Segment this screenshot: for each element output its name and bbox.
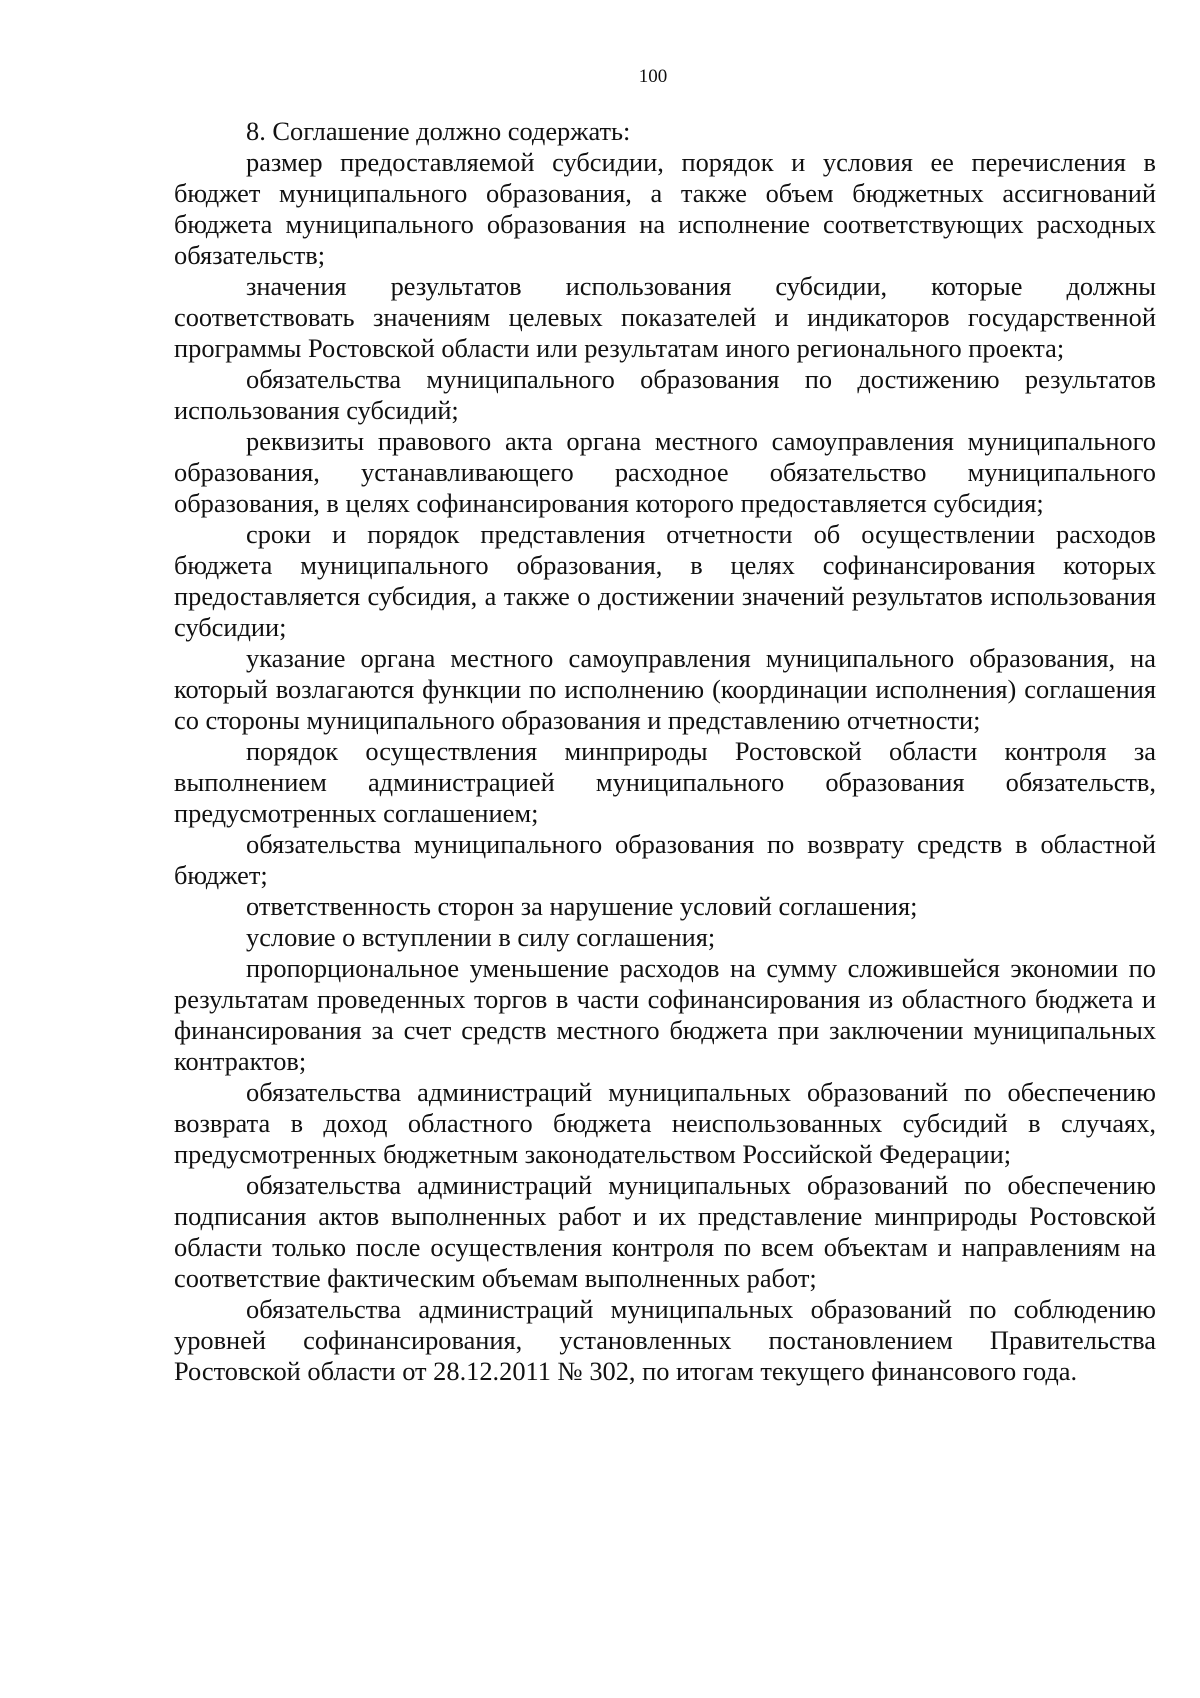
- paragraph-acts-signing: обязательства администраций муниципальных образований по обеспечению подписания актов выполненных работ и их представление минприроды Ростовской области только после осуществления контроля по всем объектам и направлениям на соответствие фактическим объемам выполненных работ;: [174, 1170, 1156, 1293]
- paragraph-proportional-reduction: пропорциональное уменьшение расходов на сумму сложившейся экономии по результатам проведенных торгов в части софинансирования из областного бюджета и финансирования за счет средств местного бюджета при заключении муниципальных контрактов;: [174, 953, 1156, 1076]
- paragraph-subsidy-size: размер предоставляемой субсидии, порядок и условия ее перечисления в бюджет муниципального образования, а также объем бюджетных ассигнований бюджета муниципального образования на исполнение соответствующих расходных обязательств;: [174, 147, 1156, 270]
- paragraph-liability: ответственность сторон за нарушение условий соглашения;: [246, 891, 918, 921]
- paragraph-intro: 8. Соглашение должно содержать:: [246, 116, 631, 146]
- paragraph-result-values: значения результатов использования субсидии, которые должны соответствовать значениям целевых показателей и индикаторов государственной программы Ростовской области или результатам иного регионального проекта;: [174, 271, 1156, 363]
- paragraph-unused-subsidy-return: обязательства администраций муниципальных образований по обеспечению возврата в доход областного бюджета неиспользованных субсидий в случаях, предусмотренных бюджетным законодательством Российской Федерации;: [174, 1077, 1156, 1169]
- paragraph-control-procedure: порядок осуществления минприроды Ростовской области контроля за выполнением администрацией муниципального образования обязательств, предусмотренных соглашением;: [174, 736, 1156, 828]
- page-number: 100: [638, 66, 668, 87]
- paragraph-obligations-results: обязательства муниципального образования по достижению результатов использования субсидий;: [174, 364, 1156, 425]
- paragraph-refund-obligations: обязательства муниципального образования по возврату средств в областной бюджет;: [174, 829, 1156, 890]
- document-body: [174, 116, 1156, 1387]
- paragraph-reporting-terms: сроки и порядок представления отчетности об осуществлении расходов бюджета муниципального образования, в целях софинансирования которых предоставляется субсидия, а также о достижении значений результатов использования субсидии;: [174, 519, 1156, 642]
- paragraph-cofinancing-levels: обязательства администраций муниципальных образований по соблюдению уровней софинансирования, установленных постановлением Правительства Ростовской области от 28.12.2011 № 302, по итогам текущего финансового года.: [174, 1294, 1156, 1386]
- paragraph-entry-into-force: условие о вступлении в силу соглашения;: [246, 922, 716, 952]
- paragraph-legal-act-details: реквизиты правового акта органа местного самоуправления муниципального образования, устанавливающего расходное обязательство муниципального образования, в целях софинансирования которого предоставляется субсидия;: [174, 426, 1156, 518]
- paragraph-responsible-body: указание органа местного самоуправления муниципального образования, на который возлагаются функции по исполнению (координации исполнения) соглашения со стороны муниципального образования и представлению отчетности;: [174, 643, 1156, 735]
